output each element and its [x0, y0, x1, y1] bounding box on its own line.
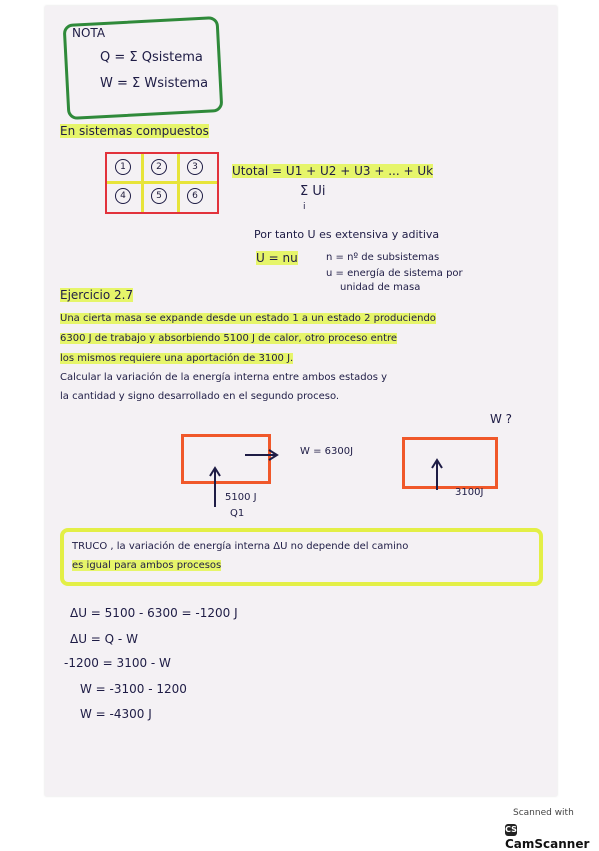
watermark-brand	[505, 822, 592, 850]
exercise-line-2: 6300 J de trabajo y absorbiendo 5100 J de calor, otro proceso entre	[60, 333, 398, 344]
utotal-equation: Utotal = U1 + U2 + U3 + ... + Uk	[232, 164, 434, 178]
subsystem-cell: 5	[151, 188, 167, 204]
compound-heading: En sistemas compuestos	[60, 124, 209, 138]
u-definition-1: u = energía de sistema por	[326, 268, 463, 279]
trick-line-1: TRUCO , la variación de energía interna ΔU no depende del camino	[72, 541, 409, 552]
camscanner-logo-icon: CS	[505, 824, 517, 834]
process-1-box	[181, 434, 271, 484]
solution-eq-1: ΔU = 5100 - 6300 = -1200 J	[70, 606, 238, 620]
exercise-line-4: Calcular la variación de la energía interna entre ambos estados y	[60, 372, 388, 383]
subsystem-cell: 3	[187, 159, 203, 175]
solution-eq-3: -1200 = 3100 - W	[64, 656, 171, 670]
q1-value: 5100 J	[225, 492, 257, 503]
process-2-box	[402, 437, 498, 489]
exercise-line-3: los mismos requiere una aportación de 3100 J.	[60, 353, 294, 364]
exercise-line-1: Una cierta masa se expande desde un estado 1 a un estado 2 produciendo	[60, 313, 436, 324]
watermark-caption: Scanned with	[513, 808, 574, 818]
note-title: NOTA	[72, 26, 106, 40]
watermark-brand-text: CamScanner	[505, 836, 590, 851]
q2-value: 3100J	[455, 487, 484, 498]
trick-line-2: es igual para ambos procesos	[72, 560, 222, 571]
subsystem-grid	[105, 152, 219, 214]
subsystem-cell: 6	[187, 188, 203, 204]
q1-label: Q1	[230, 508, 245, 519]
usum-equation: Σ Ui	[300, 184, 326, 199]
note-line-w: W = Σ Wsistema	[100, 76, 209, 91]
subsystem-cell: 2	[151, 159, 167, 175]
extensive-text: Por tanto U es extensiva y aditiva	[254, 228, 440, 241]
exercise-title: Ejercicio 2.7	[60, 288, 134, 302]
camscanner-watermark	[503, 808, 590, 851]
sum-index: i	[303, 202, 306, 212]
subsystem-cell: 1	[115, 159, 131, 175]
solution-eq-5: W = -4300 J	[80, 707, 152, 721]
grid-divider	[107, 181, 217, 184]
u-equals-nu: U = nu	[256, 251, 298, 265]
subsystem-cell: 4	[115, 188, 131, 204]
solution-eq-4: W = -3100 - 1200	[80, 682, 187, 696]
n-definition: n = nº de subsistemas	[326, 252, 440, 263]
w1-label: W = 6300J	[300, 446, 354, 457]
trick-box	[60, 528, 543, 586]
note-line-q: Q = Σ Qsistema	[100, 50, 203, 65]
solution-eq-2: ΔU = Q - W	[70, 632, 138, 646]
w-question: W ?	[490, 412, 513, 426]
u-definition-2: unidad de masa	[340, 282, 421, 293]
exercise-line-5: la cantidad y signo desarrollado en el segundo proceso.	[60, 391, 340, 402]
